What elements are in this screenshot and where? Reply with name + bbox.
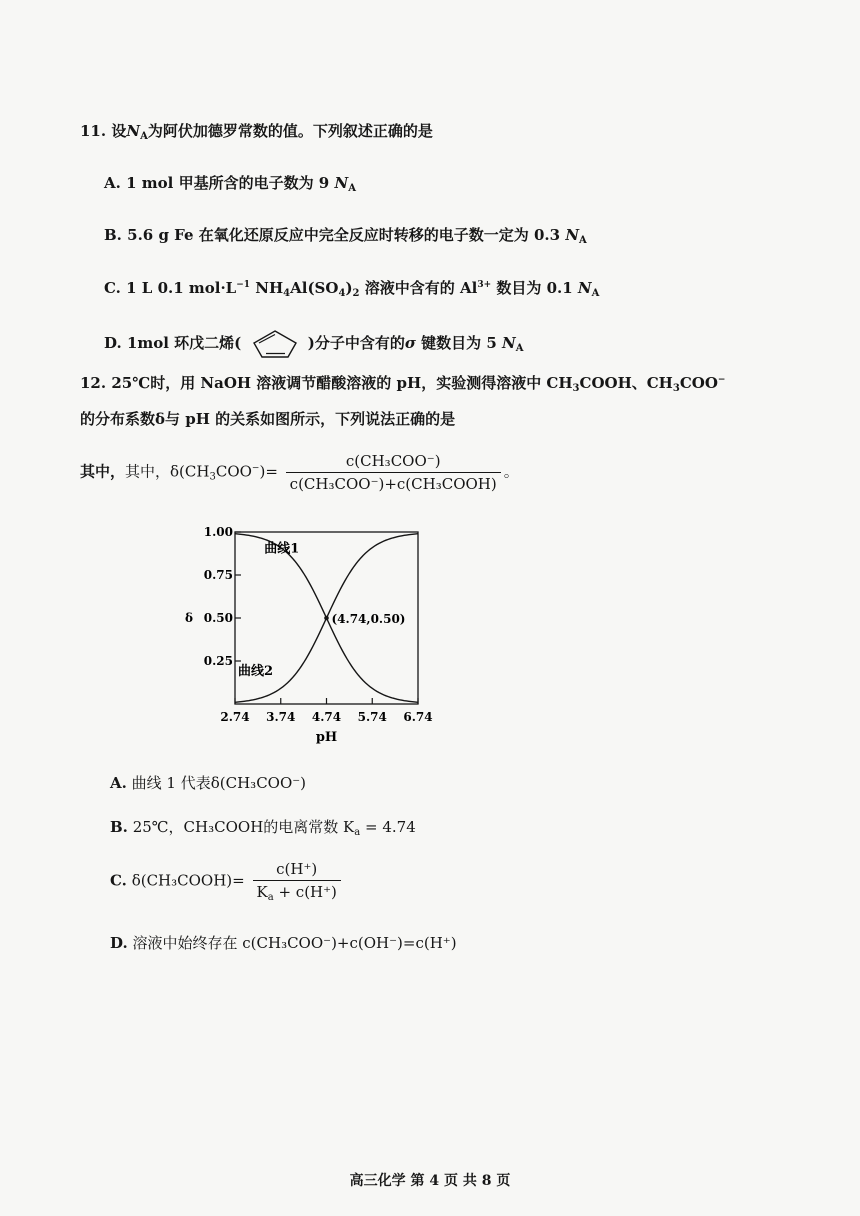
q11-stem: 11. 设$N_A$为阿伏加德罗常数的值。下列叙述正确的是 bbox=[80, 122, 433, 142]
q12-option-b: B. 25℃，CH₃COOH的电离常数 $K_a = 4.74$ bbox=[110, 818, 416, 838]
q11-option-c: C. 1 L 0.1 $mol\cdot L^{-1}$ $NH_4Al(SO_4)_2$ 溶液中含有的 $Al^{3+}$ 数目为 0.1 $N_A$ bbox=[104, 279, 600, 299]
y-tick-label: 0.75 bbox=[203, 568, 233, 582]
intersection-point bbox=[324, 616, 329, 621]
series-label-1: 曲线1 bbox=[264, 541, 300, 557]
y-tick-label: 0.25 bbox=[203, 654, 233, 668]
q11-option-b: B. 5.6 g Fe 在氧化还原反应中完全反应时转移的电子数一定为 0.3 $N_A$ bbox=[104, 226, 587, 246]
distribution-chart bbox=[180, 520, 460, 760]
x-axis-label: pH bbox=[315, 730, 338, 745]
x-tick-label: 4.74 bbox=[311, 710, 342, 724]
q12-stem-line2: 的分布系数δ与 pH 的关系如图所示，下列说法正确的是 bbox=[80, 410, 456, 428]
x-tick-label: 2.74 bbox=[220, 710, 250, 724]
y-tick-label: 1.00 bbox=[203, 525, 233, 539]
q12-option-c: C. δ(CH₃COOH)= $\frac{c(H^+)}{K_a + c(H^+)}$ bbox=[110, 860, 344, 903]
q12-option-d: D. 溶液中始终存在 c(CH₃COO⁻)+c(OH⁻)=c(H⁺) bbox=[110, 934, 457, 952]
page-footer: 高三化学 第 4 页 共 8 页 bbox=[349, 1173, 511, 1189]
x-tick-label: 5.74 bbox=[357, 710, 387, 724]
cyclopentadiene-structure-icon bbox=[247, 328, 303, 360]
q12-option-a: A. 曲线 1 代表δ(CH₃COO⁻) bbox=[110, 774, 307, 792]
intersection-annotation: (4.74,0.50) bbox=[331, 612, 406, 626]
q12-definition: 其中，其中，$\delta(CH_3COO^-)=$ $\frac{\text{c(CH₃COO⁻)}}{\text{c(CH₃COO⁻)+c(CH₃COOH)}}$ 。 bbox=[80, 452, 519, 493]
option-c-fraction: $\frac{c(H^+)}{K_a + c(H^+)}$ bbox=[253, 860, 341, 903]
y-tick-label: 0.50 bbox=[203, 611, 233, 625]
q12-stem-line1: 12. 25℃时，用 NaOH 溶液调节醋酸溶液的 pH，实验测得溶液中 $CH_3COOH$、$CH_3COO^-$ bbox=[80, 374, 726, 394]
delta-definition-fraction: $\frac{\text{c(CH₃COO⁻)}}{\text{c(CH₃COO⁻)+c(CH₃COOH)}}$ bbox=[286, 452, 501, 493]
q11-option-d: D. 1mol 环戊二烯( )分子中含有的σ 键数目为 5 $N_A$ bbox=[104, 328, 524, 360]
q11-option-a: A. 1 mol 甲基所含的电子数为 9 $N_A$ bbox=[104, 174, 356, 194]
x-tick-label: 3.74 bbox=[266, 710, 296, 724]
x-tick-label: 6.74 bbox=[403, 710, 433, 724]
series-label-2: 曲线2 bbox=[238, 663, 274, 679]
y-axis-label: δ bbox=[184, 611, 194, 625]
